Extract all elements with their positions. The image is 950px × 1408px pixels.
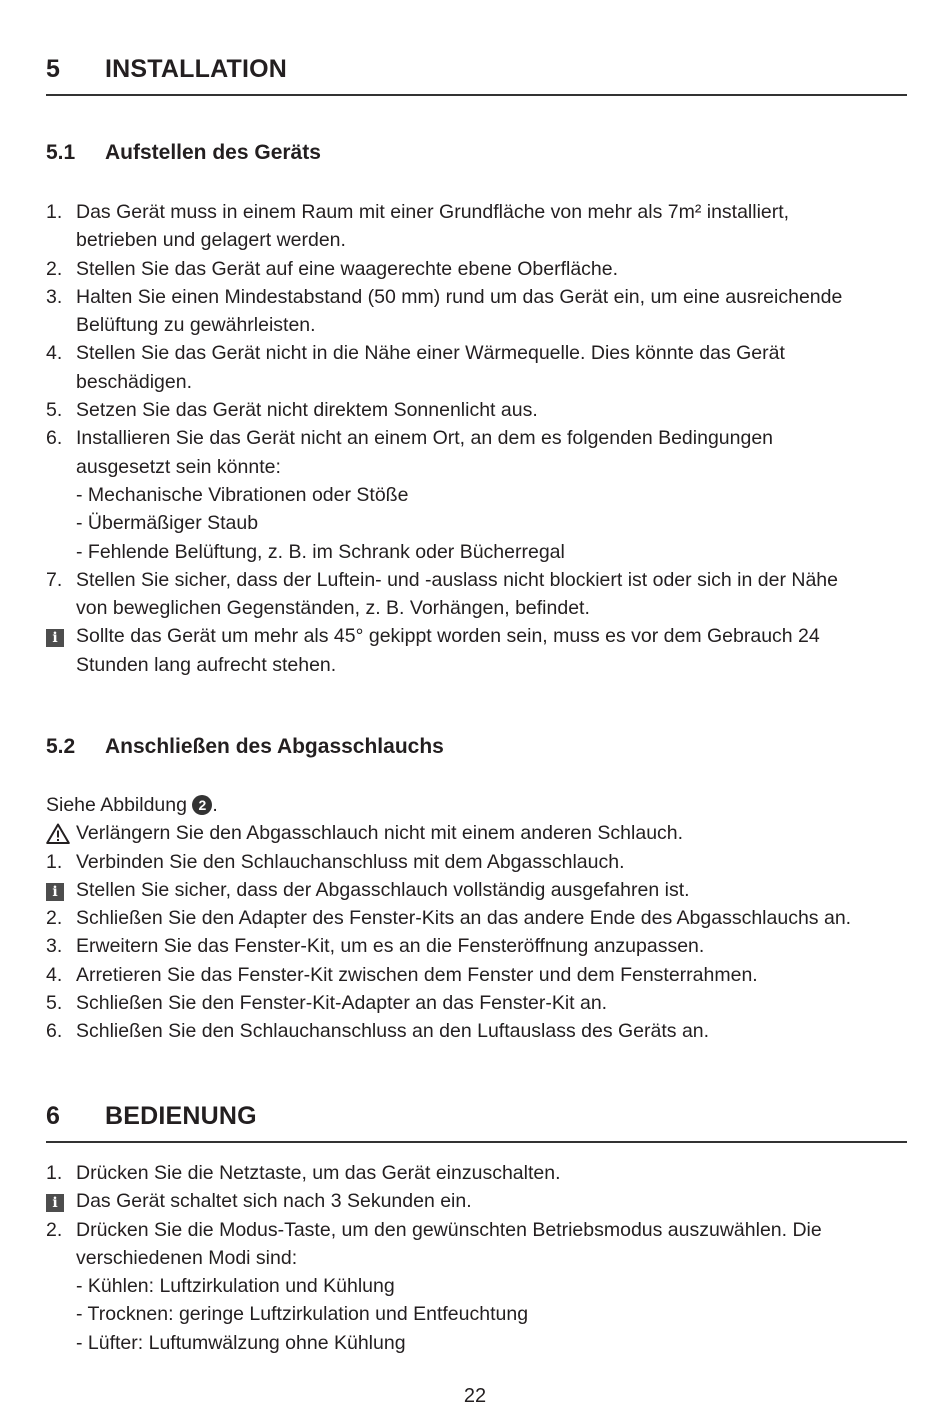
list-text: ausgesetzt sein könnte: bbox=[76, 455, 281, 478]
list-marker: 6. bbox=[46, 1020, 63, 1043]
info-icon: i bbox=[46, 629, 64, 647]
figure-reference bbox=[46, 791, 907, 819]
info-icon: i bbox=[46, 883, 64, 901]
list-text: betrieben und gelagert werden. bbox=[76, 229, 346, 252]
list-item bbox=[46, 932, 907, 960]
list-item bbox=[46, 255, 907, 283]
list-marker: 2. bbox=[46, 907, 63, 930]
section-heading-bedienung bbox=[46, 1093, 907, 1143]
list-text: Stellen Sie das Gerät nicht in die Nähe einer Wärmequelle. Dies könnte das Gerät bbox=[76, 342, 785, 365]
list-marker: 4. bbox=[46, 963, 63, 986]
list-aufstellen bbox=[46, 198, 907, 679]
list-text: Drücken Sie die Netztaste, um das Gerät einzuschalten. bbox=[76, 1162, 561, 1184]
list-marker: 4. bbox=[46, 342, 63, 365]
section-heading-installation bbox=[46, 46, 907, 96]
list-item bbox=[46, 396, 907, 424]
list-text: Arretieren Sie das Fenster-Kit zwischen dem Fenster und dem Fensterrahmen. bbox=[76, 963, 758, 986]
subsection-title: Aufstellen des Geräts bbox=[105, 141, 321, 164]
page-number: 22 bbox=[463, 1385, 487, 1407]
intro-text: Siehe Abbildung bbox=[46, 794, 187, 816]
list-item bbox=[46, 1017, 907, 1045]
list-marker: 2. bbox=[46, 1218, 63, 1241]
note-text: Stellen Sie sicher, dass der Abgasschlauch vollständig ausgefahren ist. bbox=[76, 878, 690, 901]
info-icon: i bbox=[46, 1194, 64, 1212]
list-text: beschädigen. bbox=[76, 370, 193, 393]
note-text: Sollte das Gerät um mehr als 45° gekippt worden sein, muss es vor dem Gebrauch 24 bbox=[76, 625, 820, 648]
list-marker: 5. bbox=[46, 399, 63, 422]
list-item bbox=[46, 989, 907, 1017]
list-marker: 7. bbox=[46, 568, 63, 591]
intro-period: . bbox=[212, 794, 218, 816]
list-item bbox=[46, 566, 907, 623]
section-number: 5 bbox=[46, 55, 61, 83]
list-text: Schließen Sie den Schlauchanschluss an den Luftauslass des Geräts an. bbox=[76, 1020, 710, 1043]
list-marker: 1. bbox=[46, 1162, 63, 1184]
sub-list-text: - Lüfter: Luftumwälzung ohne Kühlung bbox=[76, 1331, 406, 1354]
list-item bbox=[46, 848, 907, 876]
list-marker: 5. bbox=[46, 992, 63, 1015]
list-item bbox=[46, 198, 907, 255]
list-item bbox=[46, 1216, 907, 1357]
section-title: INSTALLATION bbox=[105, 55, 288, 83]
subsection-number: 5.2 bbox=[46, 735, 76, 758]
note-text: Stunden lang aufrecht stehen. bbox=[76, 653, 337, 676]
note-text: Das Gerät schaltet sich nach 3 Sekunden ein. bbox=[76, 1190, 472, 1213]
list-item bbox=[46, 283, 907, 340]
list-text: Schließen Sie den Adapter des Fenster-Kits an das andere Ende des Abgasschlauchs an. bbox=[76, 907, 852, 930]
list-marker: 1. bbox=[46, 850, 63, 873]
list-text: Stellen Sie sicher, dass der Luftein- und -auslass nicht blockiert ist oder sich in der Nähe bbox=[76, 568, 838, 591]
section-title: BEDIENUNG bbox=[105, 1102, 257, 1130]
list-item bbox=[46, 1159, 907, 1187]
list-text: von beweglichen Gegenständen, z. B. Vorhängen, befindet. bbox=[76, 597, 590, 620]
list-marker: 1. bbox=[46, 201, 63, 223]
sub-list-text: - Kühlen: Luftzirkulation und Kühlung bbox=[76, 1275, 395, 1298]
subsection-title: Anschließen des Abgasschlauchs bbox=[105, 735, 444, 758]
list-marker: 3. bbox=[46, 285, 63, 308]
subsection-number: 5.1 bbox=[46, 141, 76, 164]
list-text: Erweitern Sie das Fenster-Kit, um es an die Fensteröffnung anzupassen. bbox=[76, 935, 705, 958]
subsection-heading-aufstellen bbox=[46, 141, 907, 171]
info-note bbox=[46, 1187, 907, 1215]
list-text: Belüftung zu gewährleisten. bbox=[76, 314, 316, 337]
list-text: Halten Sie einen Mindestabstand (50 mm) rund um das Gerät ein, um eine ausreichende bbox=[76, 285, 843, 308]
sub-list-text: - Mechanische Vibrationen oder Stöße bbox=[76, 483, 409, 506]
list-marker: 2. bbox=[46, 257, 63, 280]
list-marker: 6. bbox=[46, 427, 63, 450]
sub-list-text: - Fehlende Belüftung, z. B. im Schrank oder Bücherregal bbox=[76, 540, 565, 563]
list-text: Setzen Sie das Gerät nicht direktem Sonnenlicht aus. bbox=[76, 399, 538, 422]
warning-text: Verlängern Sie den Abgasschlauch nicht mit einem anderen Schlauch. bbox=[76, 822, 684, 845]
section-number: 6 bbox=[46, 1102, 61, 1130]
list-text: Das Gerät muss in einem Raum mit einer Grundfläche von mehr als 7m² installiert, bbox=[76, 201, 790, 223]
list-item bbox=[46, 339, 907, 396]
subsection-heading-abgasschlauch bbox=[46, 735, 907, 765]
sub-list-text: - Trocknen: geringe Luftzirkulation und Entfeuchtung bbox=[76, 1303, 529, 1326]
figure-number-badge: 2 bbox=[192, 795, 212, 815]
sub-list-text: - Übermäßiger Staub bbox=[76, 512, 259, 535]
list-item bbox=[46, 424, 907, 565]
list-text: Drücken Sie die Modus-Taste, um den gewünschten Betriebsmodus auszuwählen. Die bbox=[76, 1218, 822, 1241]
list-bedienung bbox=[46, 1159, 907, 1357]
list-abgasschlauch bbox=[46, 791, 907, 1046]
warning-note bbox=[46, 819, 907, 847]
list-marker: 3. bbox=[46, 935, 63, 958]
list-text: verschiedenen Modi sind: bbox=[76, 1246, 298, 1269]
warning-icon bbox=[46, 823, 70, 844]
info-note bbox=[46, 622, 907, 679]
list-item bbox=[46, 961, 907, 989]
list-text: Schließen Sie den Fenster-Kit-Adapter an das Fenster-Kit an. bbox=[76, 992, 608, 1015]
list-text: Stellen Sie das Gerät auf eine waagerechte ebene Oberfläche. bbox=[76, 257, 619, 280]
list-item bbox=[46, 904, 907, 932]
list-text: Verbinden Sie den Schlauchanschluss mit dem Abgasschlauch. bbox=[76, 850, 625, 873]
list-text: Installieren Sie das Gerät nicht an einem Ort, an dem es folgenden Bedingungen bbox=[76, 427, 774, 450]
info-note bbox=[46, 876, 907, 904]
